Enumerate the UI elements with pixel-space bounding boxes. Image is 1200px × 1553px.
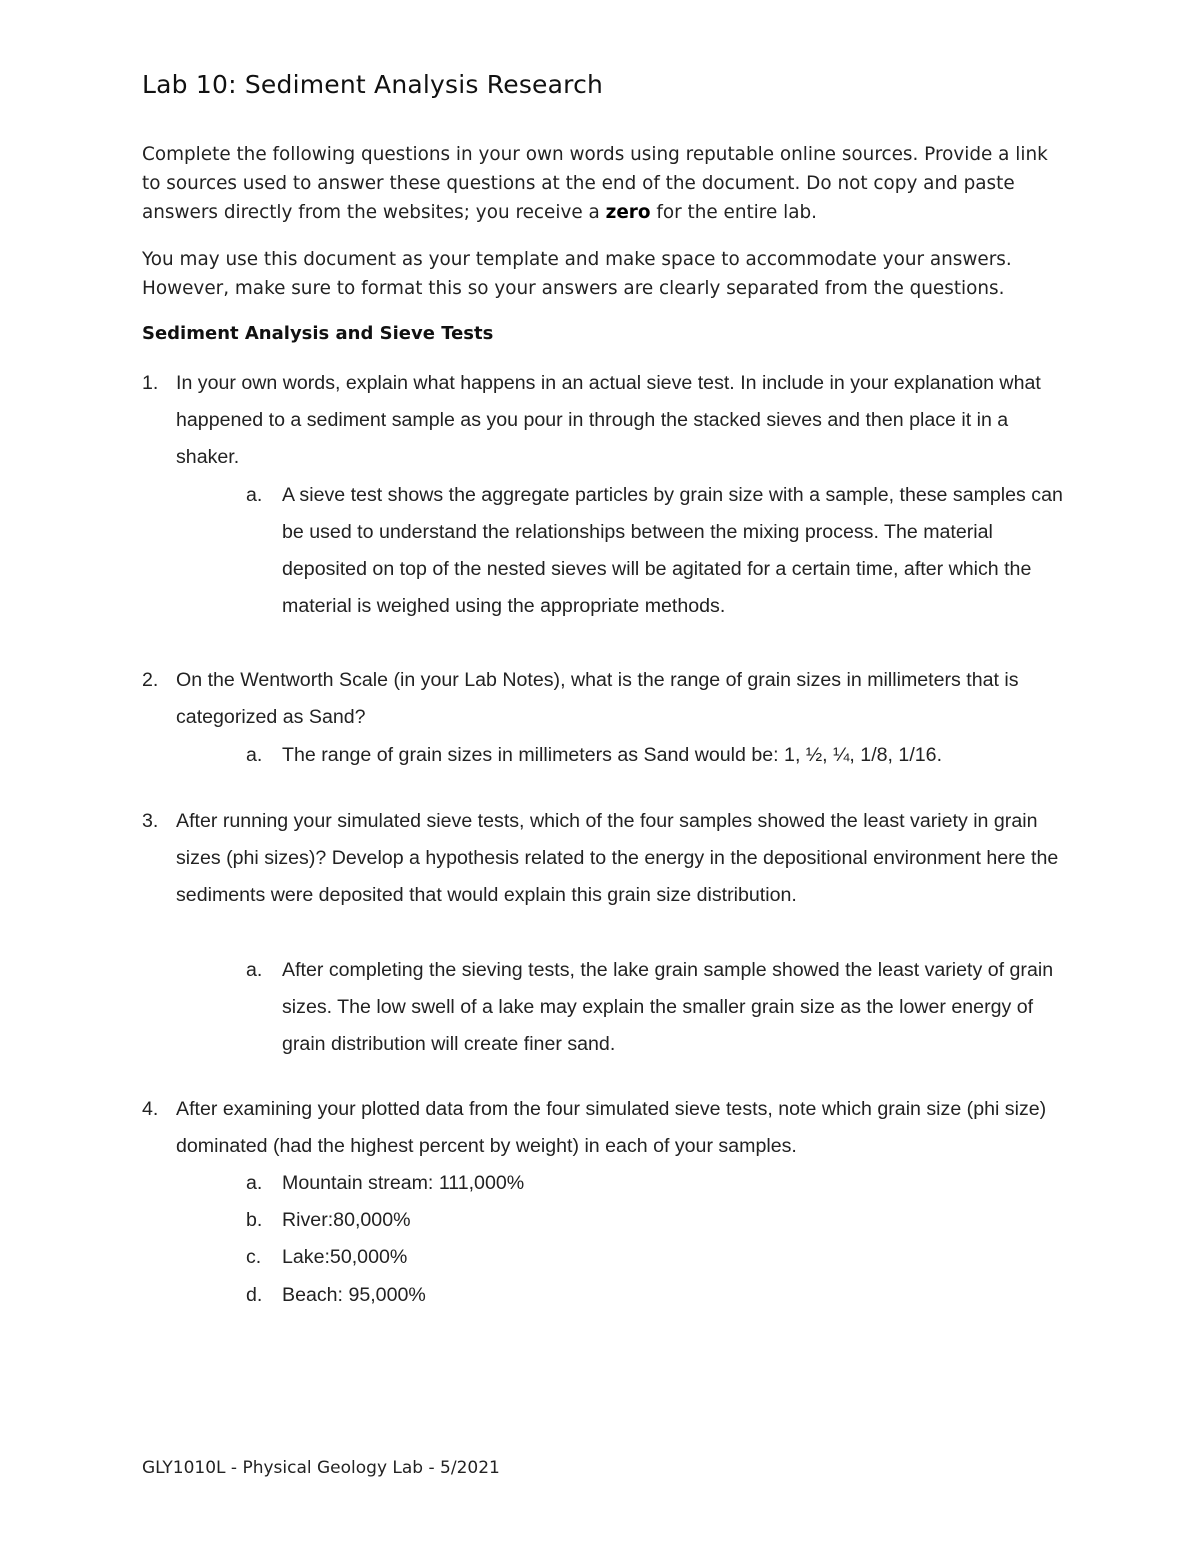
answer-letter: d. <box>246 1284 263 1306</box>
answer-text: The range of grain sizes in millimeters as Sand would be: 1, ½, ¼, 1/8, 1/16. <box>282 744 943 766</box>
instructions-paragraph <box>142 140 1062 227</box>
answer-letter: a. <box>246 484 263 506</box>
answer-letter: c. <box>246 1246 262 1268</box>
instructions-text: Complete the following questions in your own words using reputable online sources. Provide a link to sources used to answer these questions at the end of the document. Do not copy and paste answers directly from the websites; you receive a <box>142 144 1048 223</box>
instructions-emphasis: zero <box>605 202 651 223</box>
question-text: On the Wentworth Scale (in your Lab Notes), what is the range of grain sizes in millimeters that is categorized as Sand? <box>176 669 1019 728</box>
answer-2a <box>246 737 1066 774</box>
answer-4a <box>246 1165 1066 1202</box>
answer-4d <box>246 1277 1066 1314</box>
question-2 <box>142 662 1072 736</box>
question-text: After examining your plotted data from the four simulated sieve tests, note which grain size (phi size) dominated (had the highest percent by weight) in each of your samples. <box>176 1098 1047 1157</box>
question-4 <box>142 1091 1072 1165</box>
question-number: 1. <box>142 372 159 394</box>
answer-4b <box>246 1202 1066 1239</box>
question-number: 2. <box>142 669 159 691</box>
answer-letter: b. <box>246 1209 263 1231</box>
question-text: After running your simulated sieve tests, which of the four samples showed the least variety in grain sizes (phi sizes)? Develop a hypothesis related to the energy in the depositional environment here the sediments were deposited that would explain this grain size distribution. <box>176 810 1059 906</box>
answer-text: Mountain stream: 111,000% <box>282 1172 525 1194</box>
answer-text: After completing the sieving tests, the lake grain sample showed the least variety of grain sizes. The low swell of a lake may explain the smaller grain size as the lower energy of grain distribution will create finer sand. <box>282 959 1054 1055</box>
document-title: Lab 10: Sediment Analysis Research <box>142 70 604 99</box>
question-number: 4. <box>142 1098 159 1120</box>
answer-text: A sieve test shows the aggregate particles by grain size with a sample, these samples can be used to understand the relationships between the mixing process. The material deposited on top of the nested sieves will be agitated for a certain time, after which the material is weighed using the appropriate methods. <box>282 484 1063 617</box>
page-footer: GLY1010L - Physical Geology Lab - 5/2021 <box>142 1458 500 1478</box>
answer-letter: a. <box>246 1172 263 1194</box>
question-text: In your own words, explain what happens in an actual sieve test. In include in your explanation what happened to a sediment sample as you pour in through the stacked sieves and then place it in a shaker. <box>176 372 1041 468</box>
answer-text: Lake:50,000% <box>282 1246 408 1268</box>
answer-3a <box>246 952 1066 1063</box>
question-1 <box>142 365 1072 476</box>
answer-4c <box>246 1239 1066 1276</box>
answer-text: Beach: 95,000% <box>282 1284 426 1306</box>
instructions-text-end: for the entire lab. <box>650 202 818 223</box>
section-heading: Sediment Analysis and Sieve Tests <box>142 323 494 344</box>
answer-1a <box>246 477 1066 625</box>
template-note-paragraph: You may use this document as your template and make space to accommodate your answers. However, make sure to format this so your answers are clearly separated from the questions. <box>142 249 1012 299</box>
answer-text: River:80,000% <box>282 1209 411 1231</box>
question-3 <box>142 803 1072 914</box>
answer-letter: a. <box>246 959 263 981</box>
question-number: 3. <box>142 810 159 832</box>
answer-letter: a. <box>246 744 263 766</box>
